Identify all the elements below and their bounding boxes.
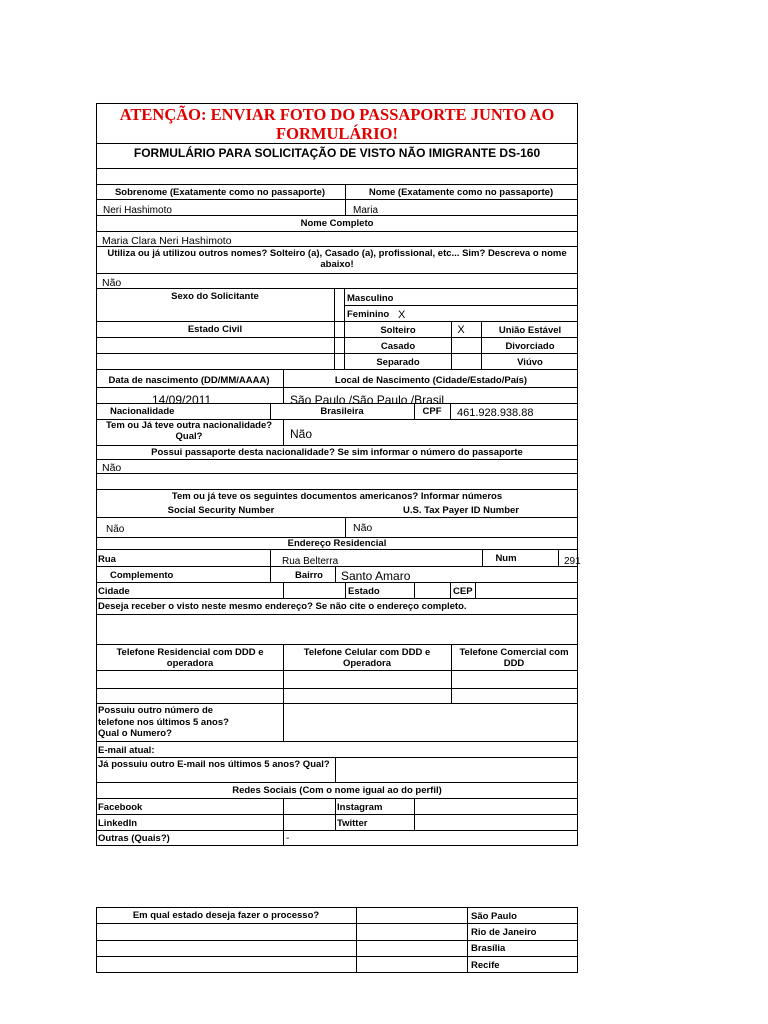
divider	[344, 305, 578, 306]
divider	[414, 582, 415, 598]
divider	[96, 703, 578, 704]
solteiro-option[interactable]: Solteiro	[380, 325, 416, 336]
cep-label: CEP	[453, 586, 473, 597]
casado-option[interactable]: Casado	[380, 341, 416, 352]
divider	[335, 566, 336, 582]
sexo-label: Sexo do Solicitante	[171, 291, 259, 302]
bairro-value[interactable]: Santo Amaro	[341, 569, 411, 583]
outros-nomes-value[interactable]: Não	[102, 277, 122, 289]
outra-nacionalidade-value[interactable]: Não	[290, 427, 313, 441]
divider	[283, 419, 284, 445]
num-value[interactable]: 291	[564, 556, 581, 567]
divider	[96, 445, 578, 446]
divider	[96, 459, 578, 460]
divider	[96, 830, 578, 831]
feminino-option[interactable]: Feminino	[347, 309, 390, 320]
divider	[96, 782, 578, 783]
divider	[335, 757, 336, 782]
redes-label: Redes Sociais (Com o nome igual ao do perfil)	[232, 785, 442, 796]
divider	[475, 582, 476, 598]
divider	[450, 403, 451, 419]
divider	[96, 517, 578, 518]
divider	[96, 670, 578, 671]
estado-option-rio-de-janeiro[interactable]: Rio de Janeiro	[471, 927, 537, 938]
divorciado-option[interactable]: Divorciado	[505, 341, 555, 352]
estado-civil-label: Estado Civil	[187, 324, 243, 335]
outro-telefone-label: Possuiu outro número de telefone nos últimos 5 anos? Qual o Numero?	[98, 705, 229, 739]
divider	[96, 757, 578, 758]
cpf-value[interactable]: 461.928.938.88	[457, 407, 534, 419]
sobrenome-value[interactable]: Neri Hashimoto	[103, 205, 172, 216]
outros-nomes-label: Utiliza ou já utilizou outros nomes? Solteiro (a), Casado (a), profissional, etc... Sim? Descreva o nome abaixo!	[107, 248, 567, 270]
twitter-label: Twitter	[337, 818, 368, 829]
divider	[96, 940, 578, 941]
divider	[96, 956, 578, 957]
divider	[96, 549, 578, 550]
num-label: Num	[495, 553, 517, 564]
rua-label: Rua	[98, 554, 116, 565]
local-nascimento-label: Local de Nascimento (Cidade/Estado/País)	[334, 375, 528, 386]
nascimento-label: Data de nascimento (DD/MM/AAAA)	[108, 375, 270, 386]
divider	[96, 489, 578, 490]
divider	[96, 923, 578, 924]
facebook-label: Facebook	[98, 802, 143, 813]
passaporte-label: Possui passaporte desta nacionalidade? Se sim informar o número do passaporte	[151, 447, 523, 458]
sobrenome-label: Sobrenome (Exatamente como no passaporte)	[114, 187, 326, 198]
divider	[96, 387, 578, 388]
divider	[96, 288, 578, 289]
divider	[96, 644, 578, 645]
divider	[96, 566, 578, 567]
divider	[450, 582, 451, 598]
email-atual-label: E-mail atual:	[98, 745, 155, 756]
divider	[96, 143, 578, 144]
divider	[96, 199, 578, 200]
tel-res-label: Telefone Residencial com DDD e operadora	[116, 647, 264, 669]
divider	[96, 582, 578, 583]
nome-value[interactable]: Maria	[353, 205, 379, 216]
warning-title: ATENÇÃO: ENVIAR FOTO DO PASSAPORTE JUNTO AO FORMULÁRIO!	[119, 105, 555, 143]
nacionalidade-value[interactable]: Brasileira	[320, 406, 364, 417]
ssn-value[interactable]: Não	[106, 524, 125, 535]
local-nascimento-value[interactable]: São Paulo /São Paulo /Brasil	[290, 393, 445, 407]
estado-option-brasilia[interactable]: Brasília	[471, 943, 506, 954]
ssn-label: Social Security Number	[167, 505, 275, 516]
separado-option[interactable]: Separado	[376, 357, 420, 368]
nacionalidade-label: Nacionalidade	[110, 406, 175, 417]
masculino-option[interactable]: Masculino	[347, 293, 394, 304]
estado-option-recife[interactable]: Recife	[471, 960, 500, 971]
divider	[96, 403, 578, 404]
divider	[96, 168, 578, 169]
complemento-label: Complemento	[110, 570, 174, 581]
bairro-label: Bairro	[295, 570, 323, 581]
divider	[96, 598, 578, 599]
divider	[345, 517, 346, 537]
outra-nacionalidade-label: Tem ou Já teve outra nacionalidade? Qual?	[105, 420, 273, 442]
outras-value[interactable]: -	[286, 833, 290, 844]
nascimento-value[interactable]: 14/09/2011	[152, 393, 212, 407]
linkedin-label: LinkedIn	[98, 818, 138, 829]
divider	[558, 549, 559, 566]
divider	[96, 353, 578, 354]
receber-visto-label: Deseja receber o visto neste mesmo endereço? Se não cite o endereço completo.	[98, 601, 467, 612]
tel-cel-label: Telefone Celular com DDD e Operadora	[303, 647, 431, 669]
nome-label: Nome (Exatamente como no passaporte)	[368, 187, 554, 198]
divider	[96, 814, 578, 815]
divider	[96, 246, 578, 247]
nome-completo-label: Nome Completo	[300, 218, 374, 229]
divider	[345, 184, 346, 216]
cidade-label: Cidade	[98, 586, 130, 597]
divider	[345, 582, 346, 598]
divider	[96, 321, 578, 322]
outro-email-label: Já possuiu outro E-mail nos últimos 5 anos? Qual?	[98, 759, 330, 770]
instagram-label: Instagram	[337, 802, 383, 813]
nome-completo-value[interactable]: Maria Clara Neri Hashimoto	[102, 235, 232, 247]
passaporte-value[interactable]: Não	[102, 462, 122, 474]
viuvo-option[interactable]: Viúvo	[517, 357, 543, 368]
divider	[96, 337, 578, 338]
outras-label: Outras (Quais?)	[98, 833, 170, 844]
estado-processo-label: Em qual estado deseja fazer o processo?	[132, 910, 320, 921]
divider	[96, 614, 578, 615]
divider	[96, 473, 578, 474]
divider	[283, 582, 284, 598]
form-title: FORMULÁRIO PARA SOLICITAÇÃO DE VISTO NÃO IMIGRANTE DS-160	[133, 146, 541, 160]
divider	[96, 369, 578, 370]
estado-label: Estado	[348, 586, 380, 597]
rua-value[interactable]: Rua Belterra	[282, 556, 339, 567]
cpf-label: CPF	[422, 406, 442, 417]
uniao-option[interactable]: União Estável	[498, 325, 562, 336]
taxpayer-value[interactable]: Não	[353, 522, 373, 534]
solteiro-mark[interactable]: X	[457, 324, 465, 336]
divider	[96, 231, 578, 232]
divider	[96, 688, 578, 689]
divider	[96, 741, 578, 742]
divider	[96, 273, 578, 274]
taxpayer-label: U.S. Tax Payer ID Number	[403, 505, 519, 516]
tel-com-label: Telefone Comercial com DDD	[459, 647, 569, 669]
divider	[283, 703, 284, 741]
divider	[283, 644, 284, 704]
divider	[96, 798, 578, 799]
estado-option-sao-paulo[interactable]: São Paulo	[471, 911, 517, 922]
divider	[334, 288, 335, 370]
endereco-label: Endereço Residencial	[287, 538, 387, 549]
divider	[96, 184, 578, 185]
docs-americanos-label: Tem ou já teve os seguintes documentos americanos? Informar números	[171, 491, 503, 502]
divider	[96, 215, 578, 216]
feminino-mark[interactable]: X	[398, 309, 406, 321]
divider	[283, 798, 284, 846]
